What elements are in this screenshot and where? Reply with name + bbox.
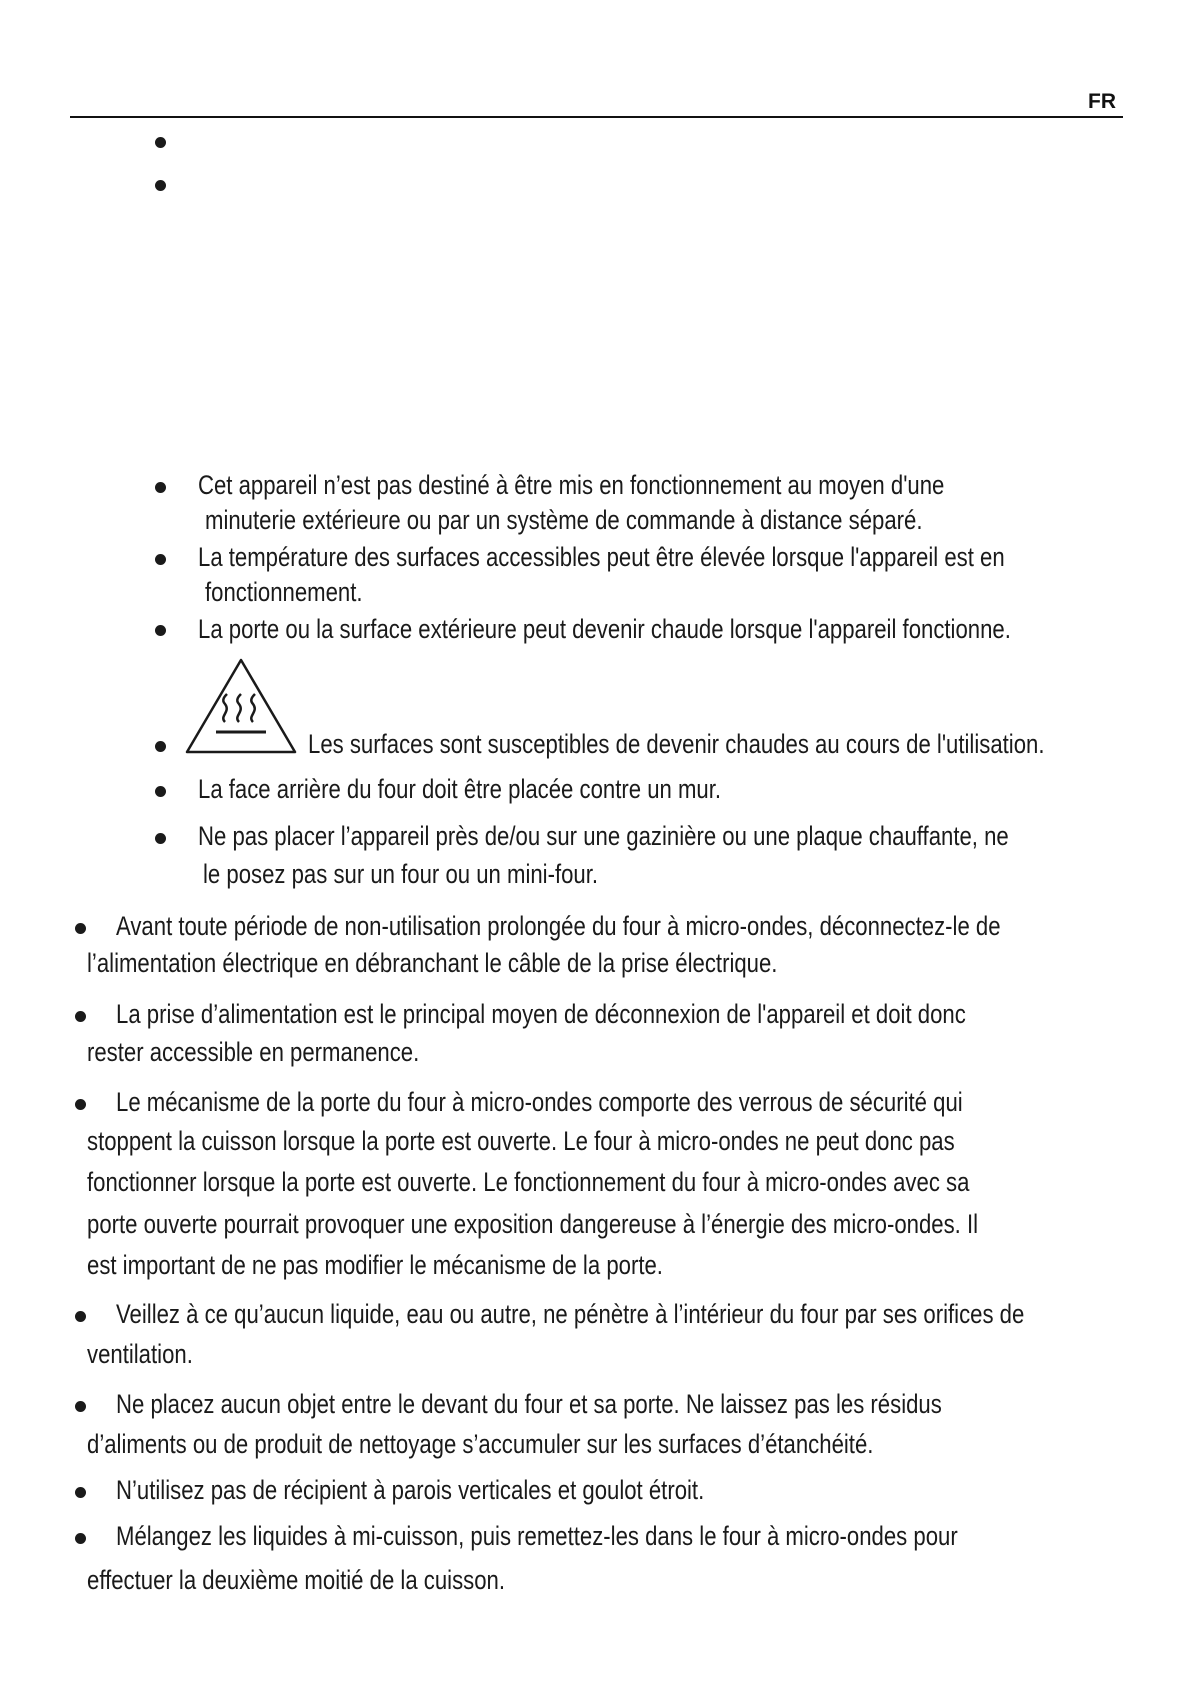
bullet-dot [75, 1401, 86, 1412]
bullet-dot [75, 1311, 86, 1322]
bullet-dot [75, 1011, 86, 1022]
bullet-dot [75, 1487, 86, 1498]
bullet-text-line: fonctionnement. [205, 577, 363, 607]
bullet-text-line: porte ouverte pourrait provoquer une exposition dangereuse à l’énergie des micro-ondes. Il [87, 1209, 979, 1239]
bullet-dot [155, 554, 166, 565]
bullet-dot [155, 137, 166, 148]
bullet-text-line: Veillez à ce qu’aucun liquide, eau ou autre, ne pénètre à l’intérieur du four par ses orifices de [116, 1299, 1025, 1329]
bullet-text-line: Le mécanisme de la porte du four à micro-ondes comporte des verrous de sécurité qui [116, 1087, 963, 1117]
bullet-text-line: Mélangez les liquides à mi-cuisson, puis remettez-les dans le four à micro-ondes pour [116, 1521, 958, 1551]
bullet-text-line: La température des surfaces accessibles peut être élevée lorsque l'appareil est en [198, 542, 1005, 572]
bullet-text-line: stoppent la cuisson lorsque la porte est ouverte. Le four à micro-ondes ne peut donc pas [87, 1126, 955, 1156]
hot-surface-warning-icon [183, 656, 299, 756]
bullet-text-line: N’utilisez pas de récipient à parois verticales et goulot étroit. [116, 1475, 705, 1505]
bullet-text-line: Cet appareil n’est pas destiné à être mis en fonctionnement au moyen d'une [198, 470, 945, 500]
bullet-text-line: Avant toute période de non-utilisation prolongée du four à micro-ondes, déconnectez-le de [116, 911, 1001, 941]
bullet-text-line: le posez pas sur un four ou un mini-four. [203, 859, 599, 889]
bullet-text-line: Ne pas placer l’appareil près de/ou sur une gazinière ou une plaque chauffante, ne [198, 821, 1009, 851]
bullet-text-line: Les surfaces sont susceptibles de devenir chaudes au cours de l'utilisation. [308, 729, 1045, 759]
language-code: FR [1088, 90, 1116, 113]
bullet-text-line: l’alimentation électrique en débranchant le câble de la prise électrique. [87, 948, 778, 978]
bullet-text-line: rester accessible en permanence. [87, 1037, 420, 1067]
bullet-dot [155, 625, 166, 636]
bullet-text-line: La face arrière du four doit être placée contre un mur. [198, 774, 722, 804]
bullet-text-line: La prise d’alimentation est le principal moyen de déconnexion de l'appareil et doit donc [116, 999, 966, 1029]
bullet-text-line: fonctionner lorsque la porte est ouverte. Le fonctionnement du four à micro-ondes avec sa [87, 1167, 970, 1197]
bullet-dot [155, 786, 166, 797]
bullet-text-line: est important de ne pas modifier le mécanisme de la porte. [87, 1250, 663, 1280]
bullet-dot [75, 1533, 86, 1544]
bullet-text-line: d’aliments ou de produit de nettoyage s’accumuler sur les surfaces d’étanchéité. [87, 1429, 874, 1459]
bullet-dot [75, 1099, 86, 1110]
bullet-text-line: effectuer la deuxième moitié de la cuisson. [87, 1565, 506, 1595]
bullet-text-line: La porte ou la surface extérieure peut devenir chaude lorsque l'appareil fonctionne. [198, 614, 1011, 644]
bullet-text-line: Ne placez aucun objet entre le devant du four et sa porte. Ne laissez pas les résidus [116, 1389, 942, 1419]
bullet-dot [155, 741, 166, 752]
bullet-dot [75, 923, 86, 934]
bullet-text-line: minuterie extérieure ou par un système de commande à distance séparé. [205, 505, 923, 535]
bullet-dot [155, 180, 166, 191]
bullet-dot [155, 482, 166, 493]
header-divider [70, 116, 1123, 118]
bullet-text-line: ventilation. [87, 1339, 193, 1369]
bullet-dot [155, 833, 166, 844]
